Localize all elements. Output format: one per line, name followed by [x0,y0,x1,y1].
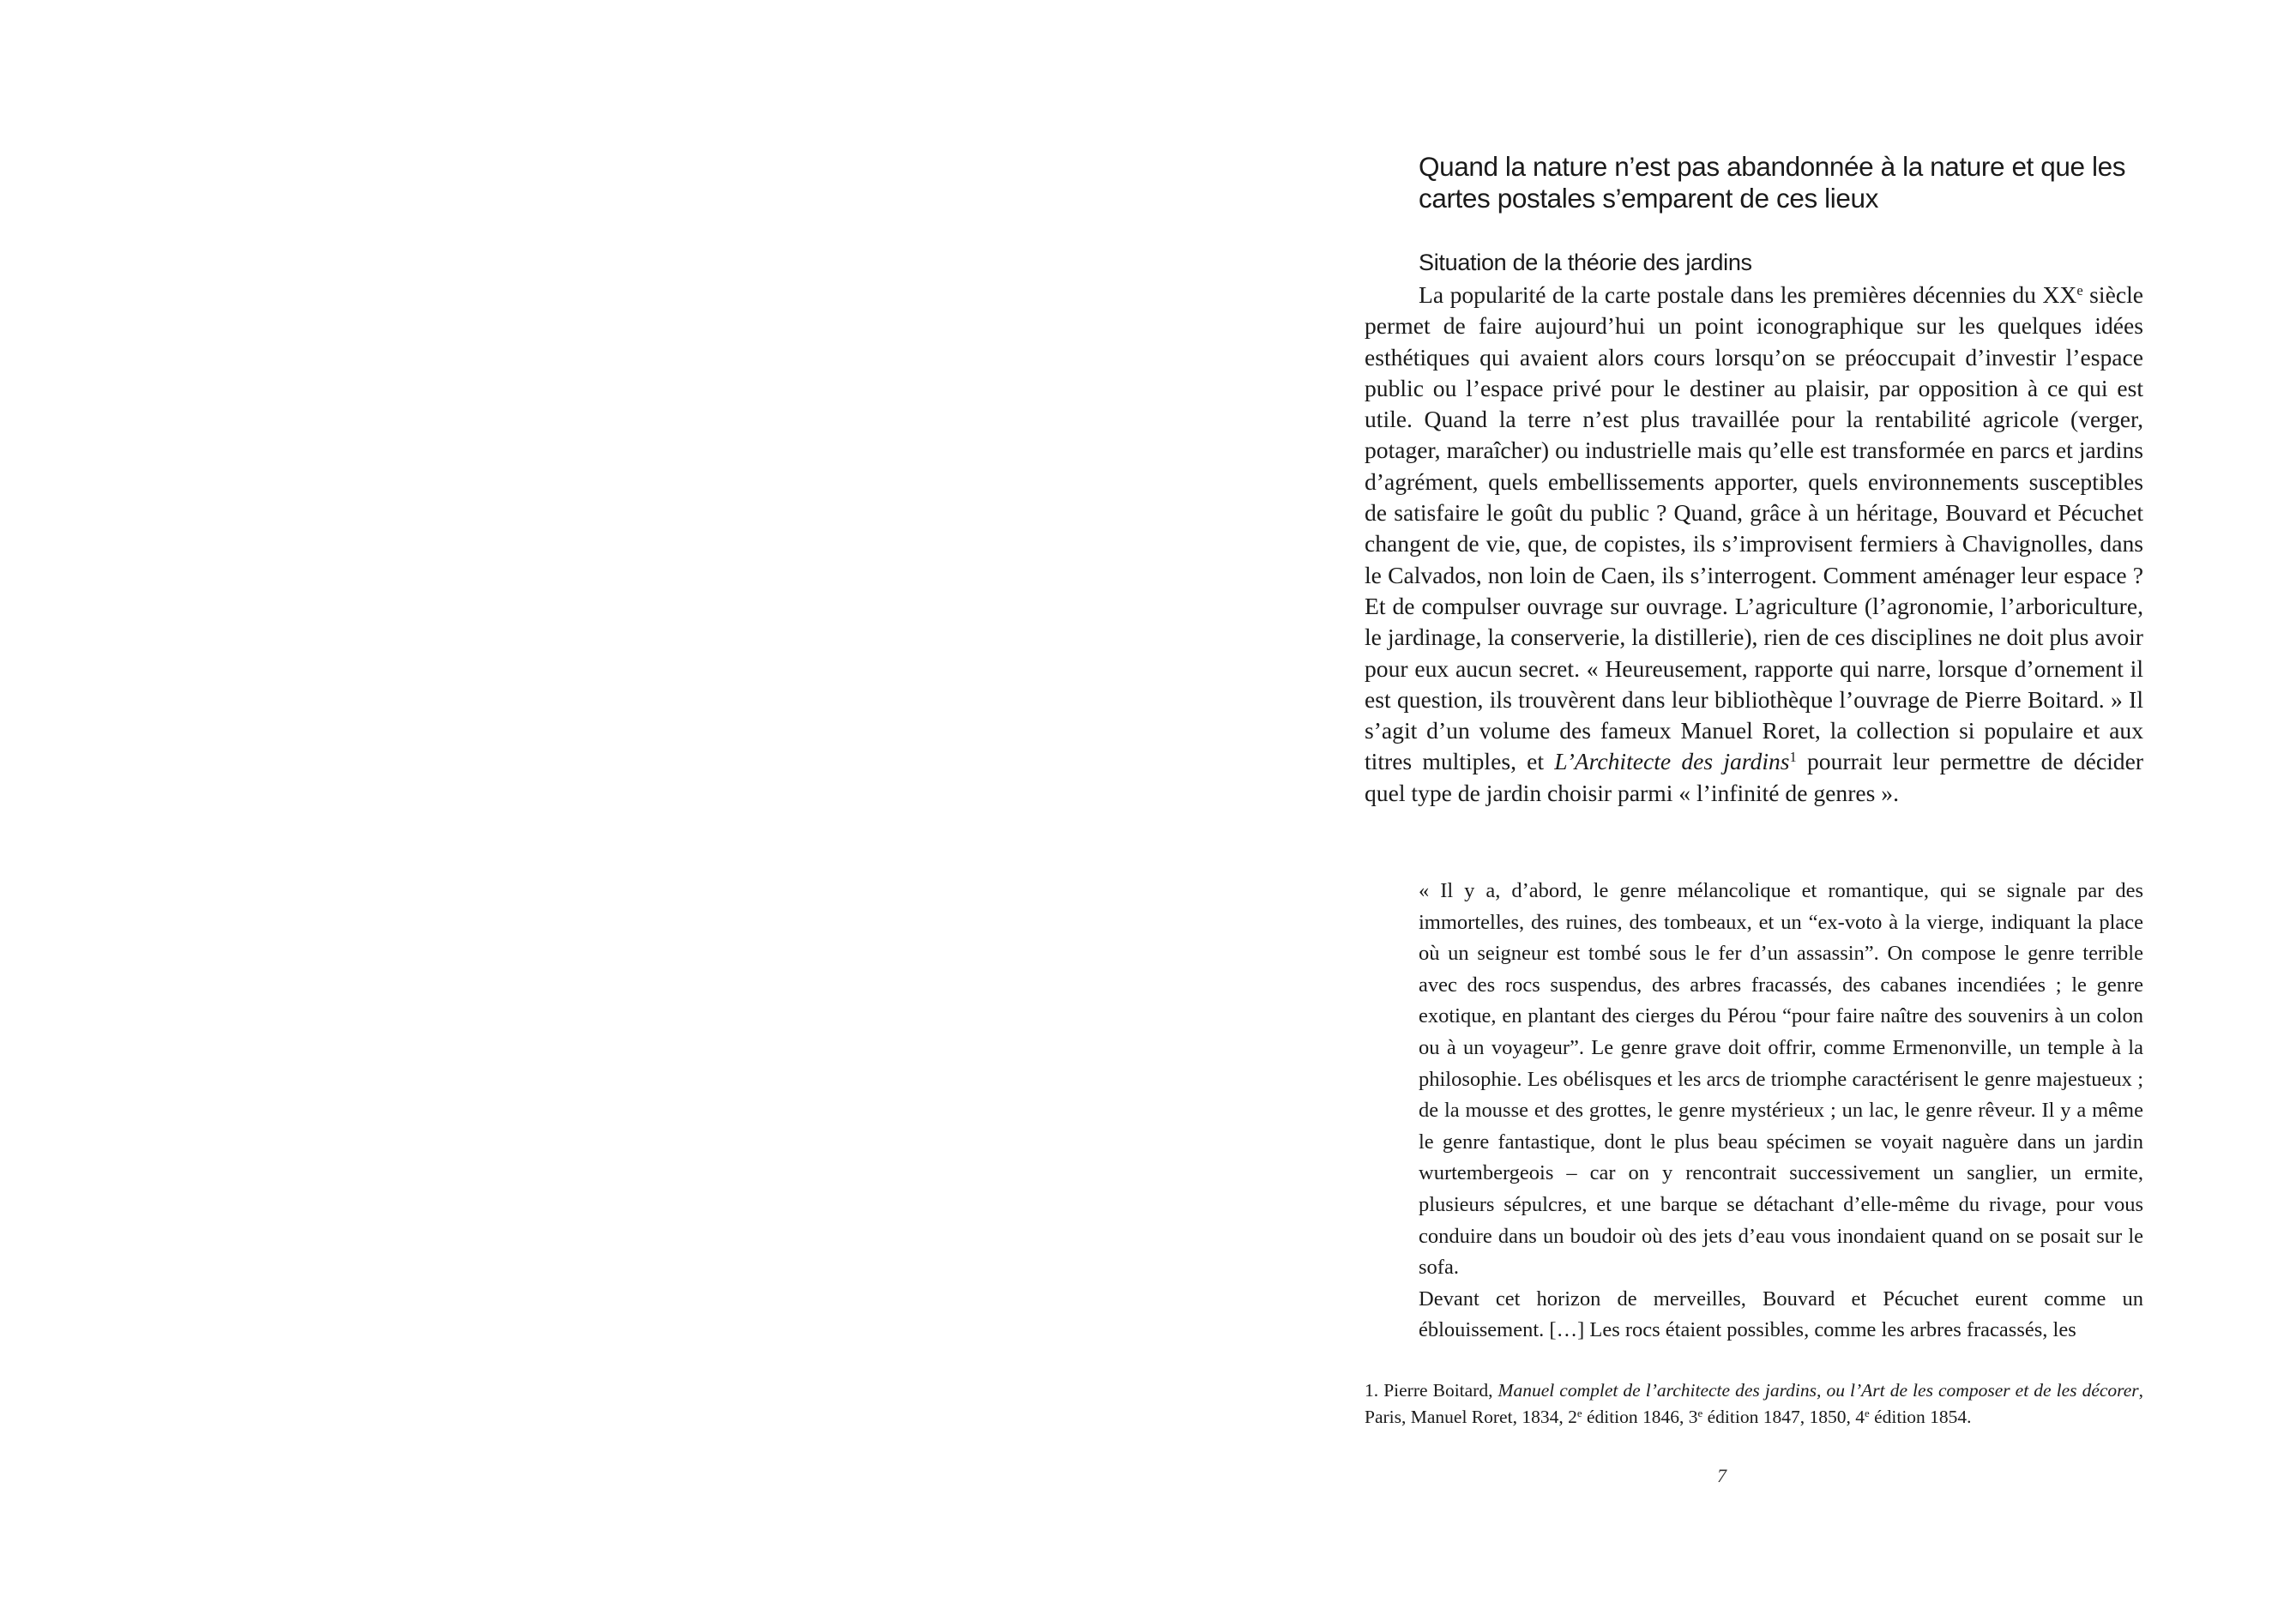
block-quote [1419,876,2143,1347]
footnote-text-2: édition 1846, 3 [1582,1407,1698,1427]
quote-paragraph-1: « Il y a, d’abord, le genre mélancolique et romantique, qui se signale par des immortelles, des ruines, des tombeaux, et un “ex-voto à la vierge, indiquant la place où un seigneur est tombé sous le fer d’un assassin”. On compose le genre terrible avec des rocs suspendus, des arbres fracassés, des cabanes incendiées ; le genre exotique, en plantant des cierges du Pérou “pour faire naître des souvenirs à un colon ou à un voyageur”. Le genre grave doit offrir, comme Ermenonville, un temple à la philosophie. Les obélisques et les arcs de triomphe caractérisent le genre majestueux ; de la mousse et des grottes, le genre mystérieux ; un lac, le genre rêveur. Il y a même le genre fantastique, dont le plus beau spécimen se voyait naguère dans un jardin wurtembergeois – car on y rencontrait successivement un sanglier, un ermite, plusieurs sépulcres, et une barque se détachant d’elle-même du rivage, pour vous conduire dans un boudoir où des jets d’eau vous inondaient quand on se posait sur le sofa. [1419,879,2143,1280]
century-superscript: e [2076,281,2083,298]
subsection-title: Situation de la théorie des jardins [1419,250,1752,275]
quote-paragraph-2: Devant cet horizon de merveilles, Bouvard et Pécuchet eurent comme un éblouissement. […] Les rocs étaient possibles, comme les arbres fracassés, les [1419,1287,2143,1342]
footnote-text-3: édition 1847, 1850, 4 [1702,1407,1865,1427]
body-text-part1: La popularité de la carte postale dans les premières décennies du XX [1419,281,2077,308]
footnote-text-1: , Paris, Manuel Roret, 1834, 2 [1365,1380,2144,1427]
footnote-text-4: édition 1854. [1869,1407,1972,1427]
body-paragraph [1365,280,2143,809]
body-text-part2: siècle permet de faire aujourd’hui un point iconographique sur les quelques idées esthétiques qui avaient alors cours lorsqu’on se préoccupait d’investir l’espace public ou l’espace privé pour le destiner au plaisir, par opposition à ce qui est utile. Quand la terre n’est plus travaillée pour la rentabilité agricole (verger, potager, maraîcher) ou industrielle mais qu’elle est transformée en parcs et jardins d’agrément, quels embellissements apporter, quels environnements susceptibles de satisfaire le goût du public ? Quand, grâce à un héritage, Bouvard et Pécuchet changent de vie, que, de copistes, ils s’improvisent fermiers à Chavignolles, dans le Calvados, non loin de Caen, ils s’interrogent. Comment aménager leur espace ? Et de compulser ouvrage sur ouvrage. L’agriculture (l’agronomie, l’arboriculture, le jardinage, la conserverie, la distillerie), rien de ces disciplines ne doit plus avoir pour eux aucun secret. « Heureusement, rapporte qui narre, lorsque d’ornement il est question, ils trouvèrent dans leur bibliothèque l’ouvrage de Pierre Boitard. » Il s’agit d’un volume des fameux Manuel Roret, la collection si populaire et aux titres multiples, et [1365,281,2143,775]
body-text-part3: pourrait leur permettre de décider quel type de jardin choisir parmi « l’infinité de genres ». [1365,748,2144,806]
footnote-sup-c: e [1864,1407,1870,1419]
page-number: 7 [1717,1465,1727,1486]
footnote-author: Pierre Boitard, [1378,1380,1498,1401]
right-page [1148,0,2296,1621]
footnote-sup-a: e [1576,1407,1582,1419]
footnote-reference: 1 [1789,749,1797,766]
book-title: L’Architecte des jardins [1554,748,1790,775]
footnote-number: 1. [1365,1380,1379,1401]
footnote [1365,1377,2143,1431]
section-title: Quand la nature n’est pas abandonnée à la nature et que les cartes postales s’emparent de ces lieux [1419,151,2126,214]
footnote-title: Manuel complet de l’architecte des jardins, ou l’Art de les composer et de les décorer [1498,1380,2139,1401]
footnote-sup-b: e [1697,1407,1703,1419]
